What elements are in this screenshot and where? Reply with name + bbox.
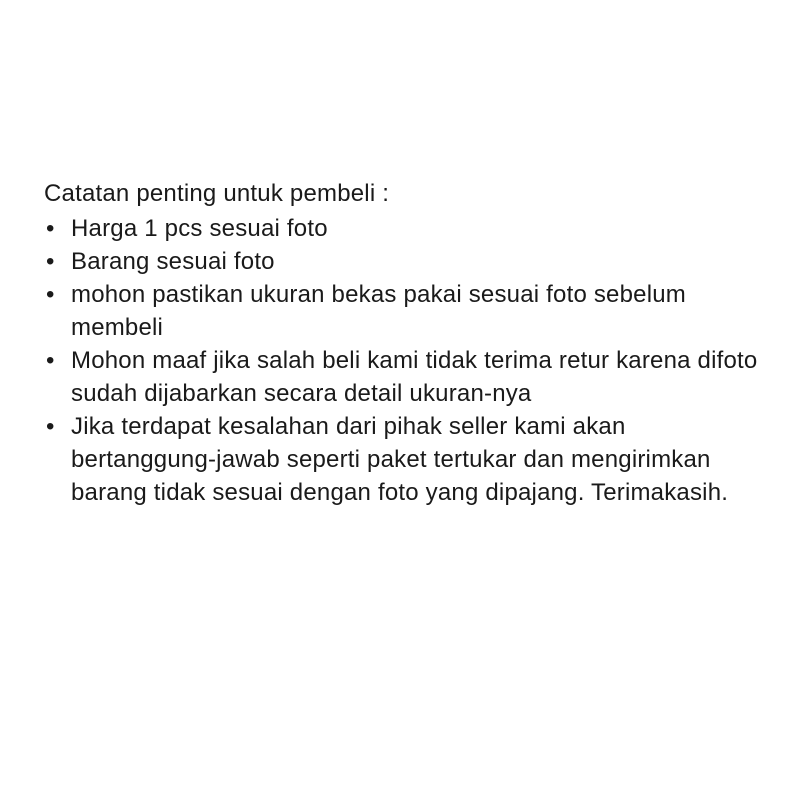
notice-item-price (44, 212, 774, 245)
notice-item-text: mohon pastikan ukuran bekas pakai sesuai foto sebelum membeli (71, 281, 686, 341)
notice-item-text: Jika terdapat kesalahan dari pihak seller kami akan bertanggung-jawab seperti paket tertukar dan mengirimkan barang tidak sesuai dengan foto yang dipajang. Terimakasih. (71, 413, 729, 506)
notice-item-text: Harga 1 pcs sesuai foto (71, 215, 328, 242)
notice-item-size-check (44, 278, 774, 344)
bullet-icon: • (46, 248, 55, 275)
bullet-icon: • (46, 413, 55, 440)
notice-item-goods (44, 245, 774, 278)
buyer-notice (44, 178, 774, 509)
notice-item-no-return (44, 344, 774, 410)
notice-title: Catatan penting untuk pembeli : (44, 180, 390, 207)
notice-item-seller-responsibility (44, 410, 774, 509)
notice-item-text: Mohon maaf jika salah beli kami tidak terima retur karena difoto sudah dijabarkan secara detail ukuran-nya (71, 347, 758, 407)
bullet-icon: • (46, 347, 55, 374)
bullet-icon: • (46, 215, 55, 242)
notice-item-text: Barang sesuai foto (71, 248, 275, 275)
bullet-icon: • (46, 281, 55, 308)
notice-list (44, 212, 774, 509)
